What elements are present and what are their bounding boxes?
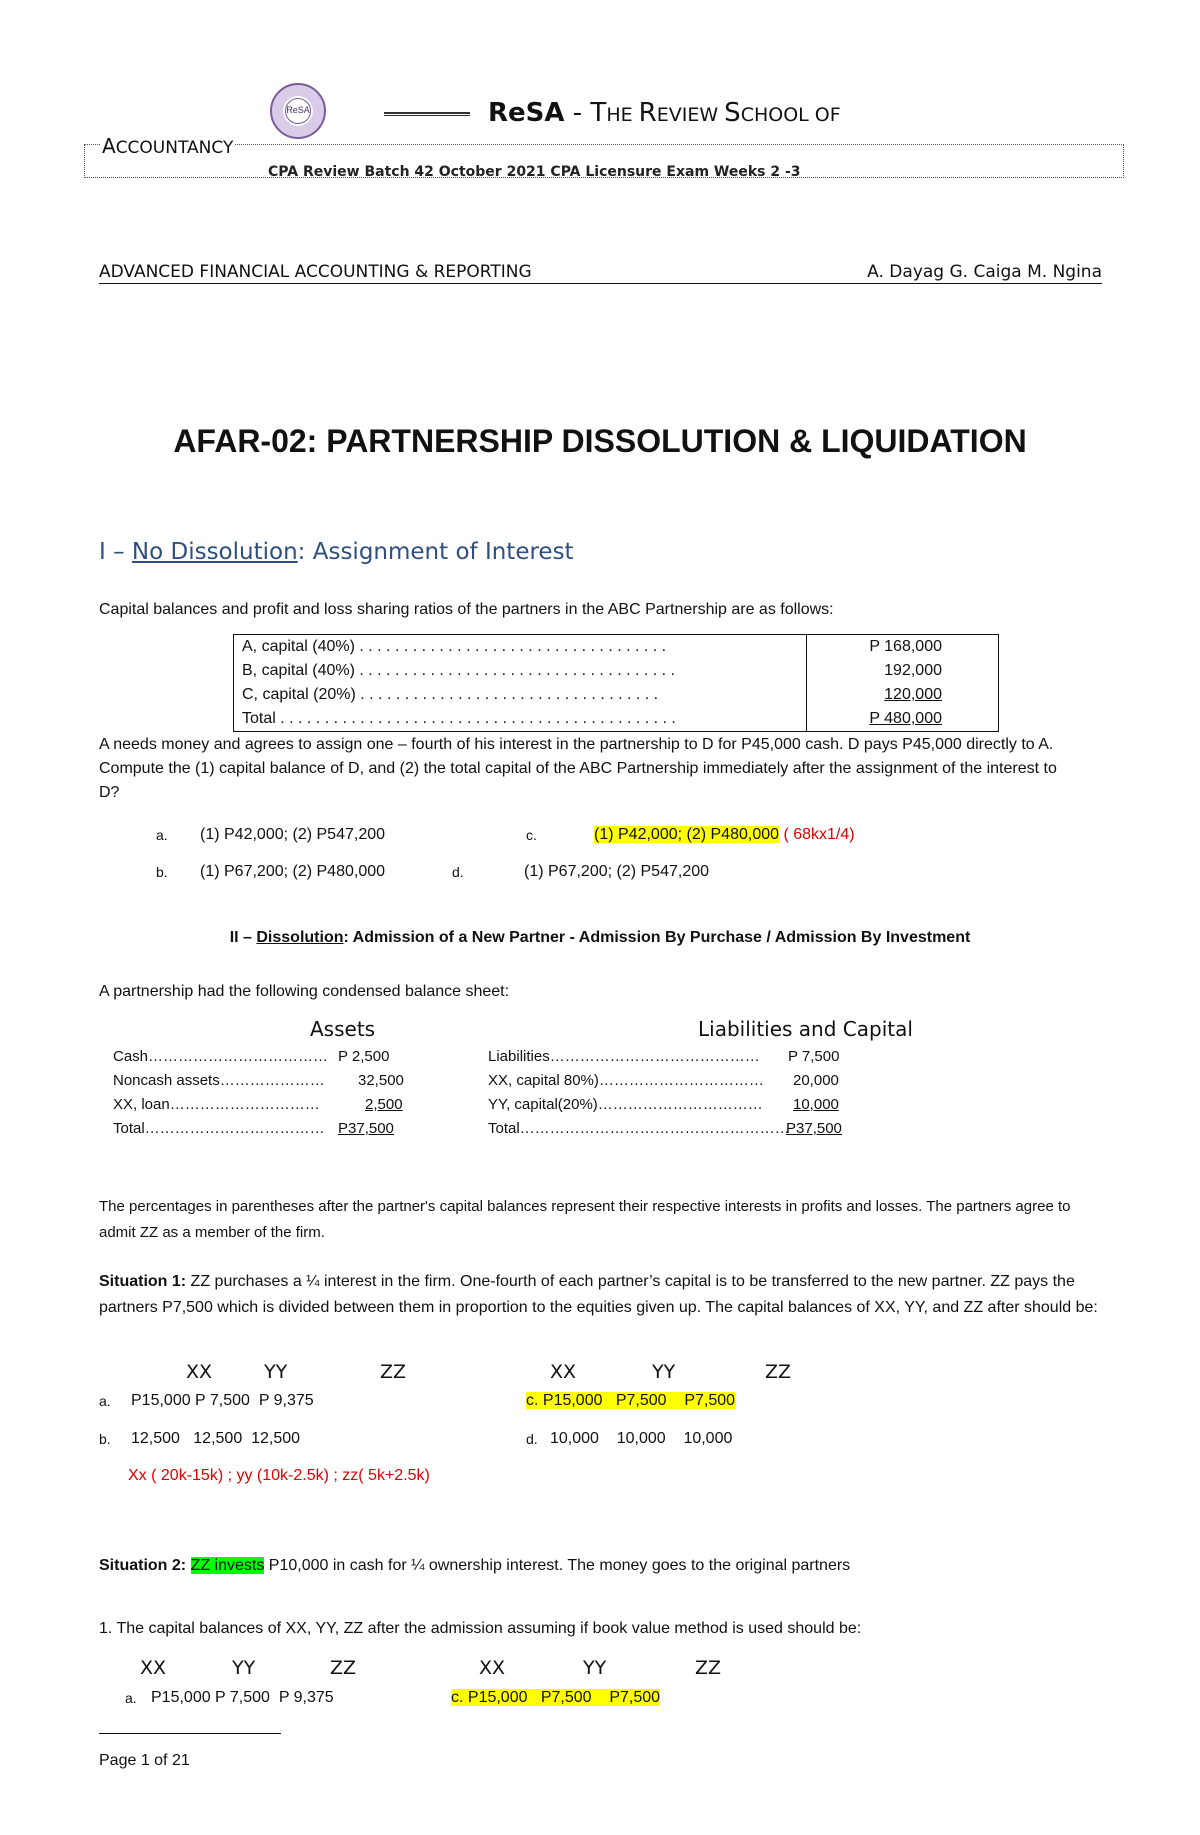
- liabilities-heading: Liabilities and Capital: [698, 1017, 913, 1041]
- accountancy-cap: A: [102, 134, 116, 158]
- course-row: [99, 262, 1102, 284]
- option-b: [156, 860, 386, 885]
- option-letter: a.: [125, 1690, 137, 1706]
- col-head: XX: [550, 1361, 577, 1383]
- situation-label: Situation 1:: [99, 1273, 187, 1290]
- situation-text: P10,000 in cash for ¼ ownership interest. The money goes to the original partners: [264, 1557, 851, 1574]
- option-letter: b.: [99, 1431, 111, 1447]
- resa-logo: [270, 83, 326, 139]
- col-head: XX: [140, 1657, 167, 1679]
- option-text: P15,000 P 7,500 P 9,375: [131, 1392, 314, 1409]
- situation-label: Situation 2:: [99, 1557, 187, 1574]
- brand-strong: ReSA: [488, 98, 565, 128]
- option-d: [452, 860, 710, 885]
- option-a: [156, 823, 386, 848]
- option-text: P15,000 P 7,500 P 9,375: [151, 1689, 334, 1706]
- logo-text: ReSA: [285, 98, 311, 124]
- sec2-intro: A partnership had the following condensed balance sheet:: [99, 983, 510, 1000]
- s1-answer-note: Xx ( 20k-15k) ; yy (10k-2.5k) ; zz( 5k+2.5k): [128, 1467, 430, 1484]
- s2-option-a: [125, 1686, 334, 1711]
- option-text: (1) P42,000; (2) P547,200: [200, 826, 386, 843]
- bs-label: Liabilities……………………………………: [488, 1048, 760, 1065]
- section-1-heading: [99, 539, 574, 565]
- col-head: ZZ: [695, 1657, 722, 1679]
- percentage-note: The percentages in parentheses after the partner's capital balances represent their respective interests in profits and losses. The partners agree to admit ZZ as a member of the firm.: [99, 1198, 1071, 1241]
- sec1-intro: Capital balances and profit and loss sharing ratios of the partners in the ABC Partnership are as follows:: [99, 601, 834, 618]
- list-item: [488, 1069, 868, 1093]
- accountancy-rest: CCOUNTANCY: [115, 138, 234, 158]
- option-letter: a.: [156, 827, 168, 843]
- s1-option-b: [99, 1427, 301, 1452]
- situation-1: [99, 1269, 1099, 1321]
- capital-table: [233, 634, 999, 732]
- bs-value: 2,500: [365, 1096, 403, 1113]
- s1-option-c: [526, 1389, 735, 1413]
- col-head: XX: [479, 1657, 506, 1679]
- bs-value: 10,000: [793, 1096, 839, 1113]
- situation-text: ZZ purchases a ¼ interest in the firm. One-fourth of each partner’s capital is to be transferred to the new partner. ZZ pays the partners P7,500 which is divided between them in proportion to the equities given up. The capital balances of XX, YY, and ZZ after should be:: [99, 1273, 1098, 1316]
- bs-label: Cash………………………………: [113, 1048, 329, 1065]
- bs-value: P37,500: [338, 1120, 394, 1137]
- brand-part: - T: [564, 98, 607, 128]
- batch-line: CPA Review Batch 42 October 2021 CPA Licensure Exam Weeks 2 -3: [268, 164, 801, 180]
- table-cell: 120,000: [884, 686, 942, 703]
- table-row: [234, 683, 998, 707]
- table-cell: P 168,000: [869, 638, 942, 655]
- sec1-question: A needs money and agrees to assign one – fourth of his interest in the partnership to D for P45,000 cash. D pays P45,000 directly to A. Compute the (1) capital balance of D, and (2) the total capital of the ABC Partnership immediately after the assignment of the interest to D?: [99, 736, 1057, 801]
- bs-label: XX, capital 80%)……………………………: [488, 1072, 764, 1089]
- option-letter: a.: [99, 1393, 111, 1409]
- answer-note: ( 68kx1/4): [779, 826, 855, 843]
- option-text: 10,000 10,000 10,000: [550, 1430, 733, 1447]
- option-letter: c.: [526, 827, 537, 843]
- correct-answer: (1) P42,000; (2) P480,000: [594, 826, 780, 843]
- brand-part: HE: [606, 104, 639, 126]
- assets-list: [113, 1045, 423, 1141]
- option-letter: d.: [526, 1431, 538, 1447]
- s2-option-c: [451, 1686, 660, 1710]
- col-head: ZZ: [330, 1657, 357, 1679]
- brand-part: S: [724, 98, 741, 128]
- option-text: 12,500 12,500 12,500: [131, 1430, 301, 1447]
- col-head: ZZ: [765, 1361, 792, 1383]
- table-cell: B, capital (40%) . . . . . . . . . . . . . . . . . . . . . . . . . . . . . . . . . . . .: [234, 659, 806, 683]
- table-row: [234, 707, 998, 731]
- sec1-suffix: : Assignment of Interest: [297, 539, 574, 565]
- list-item: [113, 1069, 423, 1093]
- col-head: YY: [652, 1361, 676, 1383]
- bs-label: XX, loan…………………………: [113, 1096, 320, 1113]
- option-letter: b.: [156, 864, 168, 880]
- footer-divider: [99, 1733, 281, 1734]
- correct-answer: c. P15,000 P7,500 P7,500: [451, 1689, 661, 1706]
- s1-option-d: [526, 1427, 733, 1452]
- section-2-heading: [0, 929, 1200, 947]
- sec2-prefix: II –: [229, 929, 257, 946]
- bs-label: Noncash assets…………………: [113, 1072, 325, 1089]
- correct-answer: c. P15,000 P7,500 P7,500: [526, 1392, 736, 1409]
- liabilities-list: [488, 1045, 868, 1141]
- table-cell: 192,000: [884, 662, 942, 679]
- s1-option-a: [99, 1389, 314, 1414]
- option-c: [526, 823, 855, 848]
- option-text: (1) P67,200; (2) P547,200: [524, 863, 710, 880]
- bs-label: Total………………………………………………: [488, 1120, 790, 1137]
- course-name: ADVANCED FINANCIAL ACCOUNTING & REPORTING: [99, 262, 532, 282]
- bs-label: YY, capital(20%)……………………………: [488, 1096, 763, 1113]
- page-number: Page 1 of 21: [99, 1752, 190, 1769]
- brand-divider: [384, 112, 470, 116]
- bs-value: 20,000: [793, 1072, 839, 1089]
- bs-label: Total………………………………: [113, 1120, 325, 1137]
- brand-part: R: [638, 98, 657, 128]
- bs-value: P37,500: [786, 1120, 842, 1137]
- assets-heading: Assets: [310, 1017, 376, 1041]
- option-letter: d.: [452, 864, 464, 880]
- table-row: [234, 659, 998, 683]
- course-authors: A. Dayag G. Caiga M. Ngina: [867, 262, 1102, 282]
- list-item: [113, 1093, 423, 1117]
- sec2-suffix: : Admission of a New Partner - Admission By Purchase / Admission By Investment: [343, 929, 971, 946]
- table-cell: C, capital (20%) . . . . . . . . . . . . . . . . . . . . . . . . . . . . . . . . . .: [234, 683, 806, 707]
- bs-value: P 7,500: [788, 1048, 840, 1065]
- list-item: [113, 1045, 423, 1069]
- bs-value: P 2,500: [338, 1048, 390, 1065]
- list-item: [113, 1117, 423, 1141]
- table-cell: Total . . . . . . . . . . . . . . . . . . . . . . . . . . . . . . . . . . . . . . . . . . . . .: [234, 707, 806, 731]
- accountancy-label: [100, 134, 235, 158]
- list-item: [488, 1093, 868, 1117]
- table-row: [234, 635, 998, 659]
- list-item: [488, 1117, 868, 1141]
- sec2-underlined: Dissolution: [256, 929, 344, 946]
- table-cell: A, capital (40%) . . . . . . . . . . . . . . . . . . . . . . . . . . . . . . . . . . .: [234, 635, 806, 659]
- brand-part: CHOOL OF: [740, 104, 841, 126]
- col-head: YY: [264, 1361, 288, 1383]
- col-head: ZZ: [380, 1361, 407, 1383]
- col-head: YY: [583, 1657, 607, 1679]
- brand-part: EVIEW: [656, 104, 725, 126]
- page-title: AFAR-02: PARTNERSHIP DISSOLUTION & LIQUIDATION: [173, 423, 1027, 459]
- situation-highlight: ZZ invests: [190, 1557, 265, 1574]
- option-text: (1) P67,200; (2) P480,000: [200, 863, 386, 880]
- table-cell: P 480,000: [869, 710, 942, 727]
- col-head: YY: [232, 1657, 256, 1679]
- list-item: [488, 1045, 868, 1069]
- col-head: XX: [186, 1361, 213, 1383]
- brand-title: [488, 98, 841, 128]
- question-1: 1. The capital balances of XX, YY, ZZ after the admission assuming if book value method is used should be:: [99, 1620, 862, 1637]
- sec1-underlined: No Dissolution: [131, 539, 298, 565]
- sec1-prefix: I –: [99, 539, 132, 565]
- situation-2: [99, 1554, 850, 1578]
- bs-value: 32,500: [358, 1072, 404, 1089]
